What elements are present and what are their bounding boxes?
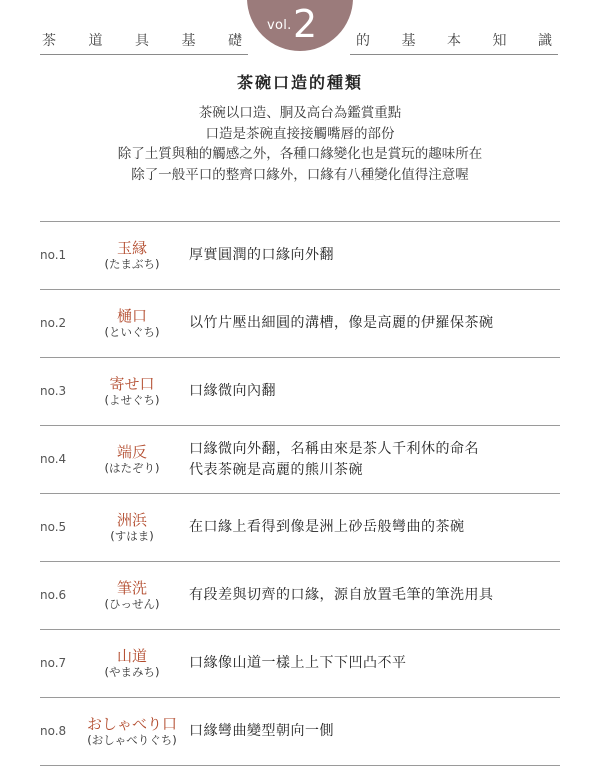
description-line: 口緣微向內翻: [189, 383, 276, 399]
table-row: [40, 630, 560, 698]
header-char: 具: [135, 33, 149, 49]
rim-name: おしゃべり口: [86, 715, 177, 733]
table-row: [40, 562, 560, 630]
intro-line: 口造是茶碗直接接觸嘴唇的部份: [205, 125, 395, 142]
rim-name-cell: [80, 562, 184, 629]
rim-name-cell: [80, 358, 184, 425]
header-char: 礎: [228, 33, 242, 49]
rim-name: 山道: [116, 647, 147, 665]
rim-reading: (よせぐち): [104, 393, 160, 407]
rim-name: 樋口: [116, 307, 147, 325]
rim-name-cell: [80, 222, 184, 289]
rim-reading: (おしゃべりぐち): [87, 733, 177, 747]
intro-line: 除了土質與釉的觸感之外，各種口緣變化也是賞玩的趣味所在: [117, 146, 483, 162]
rim-name: 端反: [116, 443, 147, 461]
rim-name-cell: [80, 494, 184, 561]
table-row: [40, 698, 560, 766]
rim-description: [189, 562, 559, 629]
description-line: 有段差與切齊的口緣，源自放置毛筆的筆洗用具: [189, 587, 494, 603]
intro-line: 茶碗以口造、胴及高台為鑑賞重點: [198, 105, 402, 121]
table-row: [40, 290, 560, 358]
description-line: 代表茶碗是高麗的熊川茶碗: [189, 461, 363, 478]
description-line: 厚實圓潤的口緣向外翻: [189, 247, 334, 263]
row-number: no.3: [40, 384, 67, 398]
description-line: 口緣微向外翻，名稱由來是茶人千利休的命名: [189, 440, 479, 457]
rim-reading: (やまみち): [104, 665, 160, 679]
description-line: 口緣彎曲變型朝向一側: [189, 723, 334, 739]
page-title: 茶碗口造的種類: [236, 73, 363, 92]
rim-name: 洲浜: [116, 511, 147, 529]
rim-description: [189, 698, 559, 765]
rim-reading: (たまぶち): [104, 257, 160, 271]
rim-reading: (すはま): [110, 529, 154, 543]
header-left-text: [42, 30, 242, 50]
rim-reading: (といぐち): [104, 325, 160, 339]
header-char: 知: [492, 33, 507, 49]
description-line: 口緣像山道一樣上上下下凹凸不平: [189, 655, 407, 671]
volume-number: 2: [293, 2, 318, 46]
header-char: 基: [181, 33, 196, 49]
rim-description: [189, 630, 559, 697]
volume-label: vol.: [267, 18, 292, 33]
row-number: no.6: [40, 588, 67, 602]
header-right-text: [356, 30, 552, 50]
header-char: 道: [88, 33, 103, 49]
table-row: [40, 494, 560, 562]
header-char: 的: [356, 33, 370, 49]
rim-name-cell: [80, 426, 184, 493]
row-number: no.8: [40, 724, 67, 738]
rim-name: 筆洗: [116, 579, 147, 597]
description-line: 以竹片壓出細圓的溝槽，像是高麗的伊羅保茶碗: [189, 315, 494, 331]
row-number: no.1: [40, 248, 67, 262]
row-number: no.5: [40, 520, 67, 534]
description-line: 在口緣上看得到像是洲上砂岳般彎曲的茶碗: [189, 519, 465, 535]
table-row: [40, 358, 560, 426]
intro-line: 除了一般平口的整齊口緣外，口緣有八種變化值得注意喔: [131, 166, 469, 183]
header-char: 本: [447, 33, 461, 49]
rim-description: [189, 426, 559, 493]
rim-name: 寄せ口: [109, 375, 155, 393]
rim-name-cell: [80, 630, 184, 697]
header-divider-left: [40, 54, 248, 55]
rim-description: [189, 358, 559, 425]
rim-description: [189, 222, 559, 289]
rim-name-cell: [80, 698, 184, 765]
rim-name-cell: [80, 290, 184, 357]
header-char: 茶: [42, 33, 56, 49]
header-divider-right: [350, 54, 558, 55]
table-row: [40, 222, 560, 290]
row-number: no.4: [40, 452, 67, 466]
header-char: 識: [538, 33, 552, 49]
rim-description: [189, 494, 559, 561]
intro-paragraph: [0, 103, 600, 185]
header-char: 基: [401, 33, 416, 49]
rim-name: 玉縁: [116, 239, 147, 257]
rim-types-table: [40, 221, 560, 766]
row-number: no.7: [40, 656, 67, 670]
table-row: [40, 426, 560, 494]
row-number: no.2: [40, 316, 67, 330]
rim-reading: (はたぞり): [104, 461, 160, 475]
rim-description: [189, 290, 559, 357]
rim-reading: (ひっせん): [104, 597, 160, 611]
